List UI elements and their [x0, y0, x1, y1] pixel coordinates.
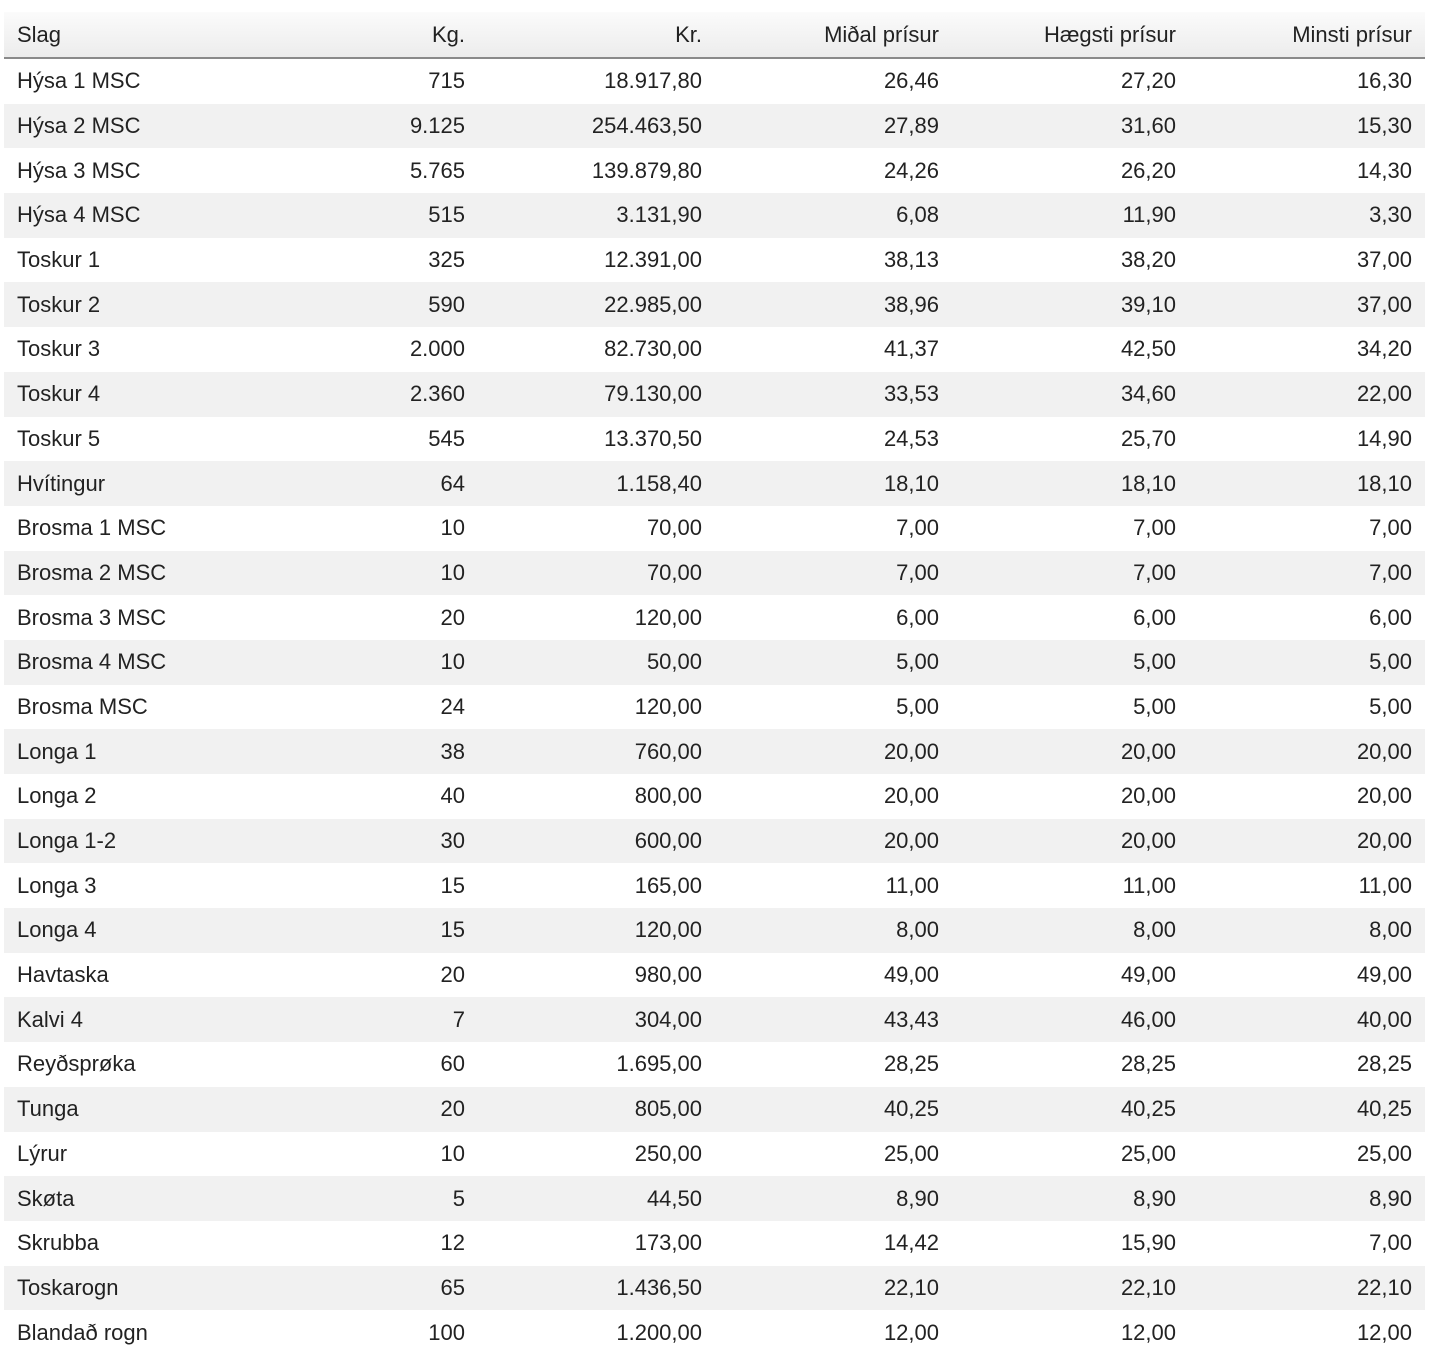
table-row: [4, 148, 1425, 193]
table-cell-slag: Brosma 2 MSC: [4, 551, 254, 596]
table-row: [4, 1176, 1425, 1221]
table-cell-midal: 38,96: [715, 282, 952, 327]
table-cell-minsti: 40,25: [1189, 1087, 1425, 1132]
table-row: [4, 819, 1425, 864]
table-cell-kr: 1.436,50: [478, 1266, 715, 1311]
table-cell-kg: 10: [254, 506, 478, 551]
table-row: [4, 953, 1425, 998]
table-cell-kg: 100: [254, 1310, 478, 1355]
table-cell-kg: 515: [254, 193, 478, 238]
table-row: [4, 461, 1425, 506]
table-cell-midal: 8,90: [715, 1176, 952, 1221]
table-cell-kg: 325: [254, 238, 478, 283]
table-cell-minsti: 25,00: [1189, 1132, 1425, 1177]
table-cell-kg: 20: [254, 595, 478, 640]
table-cell-midal: 18,10: [715, 461, 952, 506]
table-cell-kg: 20: [254, 953, 478, 998]
table-cell-kr: 50,00: [478, 640, 715, 685]
table-cell-slag: Toskur 3: [4, 327, 254, 372]
table-row: [4, 685, 1425, 730]
table-cell-slag: Longa 3: [4, 863, 254, 908]
table-cell-haegsti: 22,10: [952, 1266, 1189, 1311]
table-cell-slag: Longa 4: [4, 908, 254, 953]
table-cell-slag: Lýrur: [4, 1132, 254, 1177]
table-row: [4, 58, 1425, 104]
table-cell-haegsti: 20,00: [952, 774, 1189, 819]
column-header-kg[interactable]: Kg.: [254, 12, 478, 58]
table-cell-slag: Toskur 1: [4, 238, 254, 283]
table-cell-minsti: 16,30: [1189, 58, 1425, 104]
price-table-container: [4, 12, 1425, 1355]
table-row: [4, 997, 1425, 1042]
table-cell-slag: Blandað rogn: [4, 1310, 254, 1355]
table-cell-midal: 8,00: [715, 908, 952, 953]
table-cell-haegsti: 39,10: [952, 282, 1189, 327]
table-cell-haegsti: 25,70: [952, 417, 1189, 462]
table-row: [4, 193, 1425, 238]
table-cell-kr: 18.917,80: [478, 58, 715, 104]
table-cell-midal: 27,89: [715, 104, 952, 149]
table-cell-slag: Longa 1: [4, 729, 254, 774]
table-cell-slag: Hvítingur: [4, 461, 254, 506]
table-cell-minsti: 7,00: [1189, 506, 1425, 551]
table-cell-minsti: 20,00: [1189, 729, 1425, 774]
table-row: [4, 506, 1425, 551]
table-cell-kg: 15: [254, 908, 478, 953]
table-cell-kr: 120,00: [478, 908, 715, 953]
table-cell-kr: 800,00: [478, 774, 715, 819]
table-cell-minsti: 15,30: [1189, 104, 1425, 149]
table-row: [4, 1087, 1425, 1132]
column-header-midal-prisur[interactable]: Miðal prísur: [715, 12, 952, 58]
table-cell-midal: 20,00: [715, 819, 952, 864]
table-row: [4, 1310, 1425, 1355]
table-cell-kg: 7: [254, 997, 478, 1042]
table-cell-minsti: 49,00: [1189, 953, 1425, 998]
table-cell-kg: 15: [254, 863, 478, 908]
table-row: [4, 417, 1425, 462]
table-cell-minsti: 11,00: [1189, 863, 1425, 908]
table-cell-slag: Brosma MSC: [4, 685, 254, 730]
table-cell-midal: 7,00: [715, 506, 952, 551]
table-cell-minsti: 7,00: [1189, 1221, 1425, 1266]
table-cell-kr: 70,00: [478, 551, 715, 596]
table-cell-slag: Hýsa 4 MSC: [4, 193, 254, 238]
table-cell-midal: 20,00: [715, 729, 952, 774]
table-cell-minsti: 20,00: [1189, 774, 1425, 819]
table-cell-kr: 44,50: [478, 1176, 715, 1221]
table-cell-haegsti: 5,00: [952, 685, 1189, 730]
table-cell-minsti: 18,10: [1189, 461, 1425, 506]
table-cell-kr: 1.695,00: [478, 1042, 715, 1087]
table-cell-kg: 65: [254, 1266, 478, 1311]
table-cell-kr: 600,00: [478, 819, 715, 864]
table-cell-kg: 10: [254, 551, 478, 596]
table-cell-kr: 22.985,00: [478, 282, 715, 327]
table-cell-haegsti: 49,00: [952, 953, 1189, 998]
table-cell-kr: 173,00: [478, 1221, 715, 1266]
table-cell-slag: Skøta: [4, 1176, 254, 1221]
table-cell-minsti: 37,00: [1189, 282, 1425, 327]
table-row: [4, 863, 1425, 908]
table-cell-minsti: 8,90: [1189, 1176, 1425, 1221]
table-cell-midal: 25,00: [715, 1132, 952, 1177]
table-cell-kr: 12.391,00: [478, 238, 715, 283]
table-cell-kr: 79.130,00: [478, 372, 715, 417]
table-cell-minsti: 40,00: [1189, 997, 1425, 1042]
table-row: [4, 1132, 1425, 1177]
table-cell-haegsti: 40,25: [952, 1087, 1189, 1132]
table-row: [4, 1042, 1425, 1087]
table-cell-slag: Toskarogn: [4, 1266, 254, 1311]
table-cell-kg: 30: [254, 819, 478, 864]
table-cell-kr: 82.730,00: [478, 327, 715, 372]
table-cell-haegsti: 6,00: [952, 595, 1189, 640]
table-cell-kr: 139.879,80: [478, 148, 715, 193]
table-cell-minsti: 14,90: [1189, 417, 1425, 462]
table-cell-midal: 5,00: [715, 640, 952, 685]
table-cell-kr: 70,00: [478, 506, 715, 551]
table-cell-minsti: 22,10: [1189, 1266, 1425, 1311]
table-cell-slag: Kalvi 4: [4, 997, 254, 1042]
table-cell-kr: 120,00: [478, 595, 715, 640]
table-cell-minsti: 20,00: [1189, 819, 1425, 864]
table-cell-kr: 304,00: [478, 997, 715, 1042]
table-cell-slag: Havtaska: [4, 953, 254, 998]
table-cell-minsti: 22,00: [1189, 372, 1425, 417]
table-row: [4, 774, 1425, 819]
table-cell-midal: 33,53: [715, 372, 952, 417]
table-row: [4, 1266, 1425, 1311]
table-cell-minsti: 7,00: [1189, 551, 1425, 596]
table-cell-kg: 590: [254, 282, 478, 327]
table-cell-kg: 2.000: [254, 327, 478, 372]
table-row: [4, 238, 1425, 283]
column-header-kr[interactable]: Kr.: [478, 12, 715, 58]
table-cell-midal: 49,00: [715, 953, 952, 998]
table-cell-kr: 120,00: [478, 685, 715, 730]
table-cell-haegsti: 20,00: [952, 819, 1189, 864]
table-cell-kg: 715: [254, 58, 478, 104]
table-cell-midal: 7,00: [715, 551, 952, 596]
table-cell-kr: 1.200,00: [478, 1310, 715, 1355]
table-cell-kr: 805,00: [478, 1087, 715, 1132]
table-cell-midal: 40,25: [715, 1087, 952, 1132]
table-cell-midal: 22,10: [715, 1266, 952, 1311]
table-cell-kg: 9.125: [254, 104, 478, 149]
table-cell-slag: Longa 1-2: [4, 819, 254, 864]
table-cell-midal: 24,26: [715, 148, 952, 193]
table-cell-kg: 12: [254, 1221, 478, 1266]
table-cell-kg: 10: [254, 640, 478, 685]
column-header-haegsti-prisur[interactable]: Hægsti prísur: [952, 12, 1189, 58]
table-cell-kr: 3.131,90: [478, 193, 715, 238]
table-cell-haegsti: 42,50: [952, 327, 1189, 372]
table-cell-kg: 24: [254, 685, 478, 730]
table-cell-minsti: 6,00: [1189, 595, 1425, 640]
table-cell-haegsti: 34,60: [952, 372, 1189, 417]
header-row: [4, 12, 1425, 58]
table-cell-kr: 980,00: [478, 953, 715, 998]
table-cell-minsti: 5,00: [1189, 685, 1425, 730]
table-row: [4, 908, 1425, 953]
table-cell-kg: 545: [254, 417, 478, 462]
table-cell-midal: 6,08: [715, 193, 952, 238]
table-cell-slag: Hýsa 1 MSC: [4, 58, 254, 104]
table-cell-kr: 13.370,50: [478, 417, 715, 462]
table-row: [4, 729, 1425, 774]
table-cell-haegsti: 5,00: [952, 640, 1189, 685]
table-cell-minsti: 3,30: [1189, 193, 1425, 238]
table-cell-haegsti: 46,00: [952, 997, 1189, 1042]
table-cell-midal: 24,53: [715, 417, 952, 462]
column-header-minsti-prisur[interactable]: Minsti prísur: [1189, 12, 1425, 58]
table-row: [4, 640, 1425, 685]
table-cell-haegsti: 11,00: [952, 863, 1189, 908]
table-cell-slag: Reyðsprøka: [4, 1042, 254, 1087]
table-cell-haegsti: 8,00: [952, 908, 1189, 953]
table-cell-slag: Hýsa 2 MSC: [4, 104, 254, 149]
table-cell-slag: Brosma 4 MSC: [4, 640, 254, 685]
table-cell-minsti: 5,00: [1189, 640, 1425, 685]
column-header-slag[interactable]: Slag: [4, 12, 254, 58]
table-cell-minsti: 8,00: [1189, 908, 1425, 953]
table-cell-kr: 165,00: [478, 863, 715, 908]
table-cell-slag: Toskur 2: [4, 282, 254, 327]
table-cell-midal: 20,00: [715, 774, 952, 819]
table-cell-slag: Longa 2: [4, 774, 254, 819]
table-cell-haegsti: 7,00: [952, 551, 1189, 596]
table-cell-slag: Hýsa 3 MSC: [4, 148, 254, 193]
table-cell-midal: 6,00: [715, 595, 952, 640]
table-cell-minsti: 28,25: [1189, 1042, 1425, 1087]
table-cell-kr: 250,00: [478, 1132, 715, 1177]
table-cell-midal: 26,46: [715, 58, 952, 104]
table-row: [4, 282, 1425, 327]
table-cell-kr: 1.158,40: [478, 461, 715, 506]
table-cell-haegsti: 28,25: [952, 1042, 1189, 1087]
table-cell-minsti: 37,00: [1189, 238, 1425, 283]
table-cell-midal: 43,43: [715, 997, 952, 1042]
table-cell-haegsti: 27,20: [952, 58, 1189, 104]
table-cell-haegsti: 11,90: [952, 193, 1189, 238]
table-cell-midal: 12,00: [715, 1310, 952, 1355]
table-cell-slag: Toskur 4: [4, 372, 254, 417]
table-row: [4, 1221, 1425, 1266]
table-cell-haegsti: 26,20: [952, 148, 1189, 193]
table-cell-minsti: 34,20: [1189, 327, 1425, 372]
table-cell-haegsti: 25,00: [952, 1132, 1189, 1177]
price-table: [4, 12, 1425, 1355]
table-cell-haegsti: 31,60: [952, 104, 1189, 149]
table-cell-kr: 254.463,50: [478, 104, 715, 149]
table-row: [4, 372, 1425, 417]
table-body: [4, 58, 1425, 1355]
table-cell-midal: 28,25: [715, 1042, 952, 1087]
table-cell-kg: 5: [254, 1176, 478, 1221]
table-cell-midal: 11,00: [715, 863, 952, 908]
table-cell-slag: Brosma 1 MSC: [4, 506, 254, 551]
table-cell-slag: Tunga: [4, 1087, 254, 1132]
table-cell-haegsti: 15,90: [952, 1221, 1189, 1266]
table-cell-midal: 14,42: [715, 1221, 952, 1266]
table-cell-kg: 20: [254, 1087, 478, 1132]
table-cell-kg: 40: [254, 774, 478, 819]
table-cell-minsti: 12,00: [1189, 1310, 1425, 1355]
table-cell-kg: 5.765: [254, 148, 478, 193]
table-row: [4, 327, 1425, 372]
table-cell-haegsti: 8,90: [952, 1176, 1189, 1221]
table-cell-kg: 38: [254, 729, 478, 774]
table-cell-midal: 41,37: [715, 327, 952, 372]
table-cell-midal: 38,13: [715, 238, 952, 283]
table-cell-kg: 60: [254, 1042, 478, 1087]
table-cell-kg: 2.360: [254, 372, 478, 417]
table-cell-kg: 10: [254, 1132, 478, 1177]
table-cell-haegsti: 20,00: [952, 729, 1189, 774]
table-cell-midal: 5,00: [715, 685, 952, 730]
table-cell-slag: Brosma 3 MSC: [4, 595, 254, 640]
table-cell-kr: 760,00: [478, 729, 715, 774]
table-cell-slag: Toskur 5: [4, 417, 254, 462]
table-row: [4, 595, 1425, 640]
table-cell-haegsti: 12,00: [952, 1310, 1189, 1355]
table-cell-haegsti: 7,00: [952, 506, 1189, 551]
table-header: [4, 12, 1425, 58]
table-cell-slag: Skrubba: [4, 1221, 254, 1266]
table-row: [4, 551, 1425, 596]
table-cell-haegsti: 38,20: [952, 238, 1189, 283]
table-cell-minsti: 14,30: [1189, 148, 1425, 193]
table-cell-kg: 64: [254, 461, 478, 506]
table-cell-haegsti: 18,10: [952, 461, 1189, 506]
table-row: [4, 104, 1425, 149]
